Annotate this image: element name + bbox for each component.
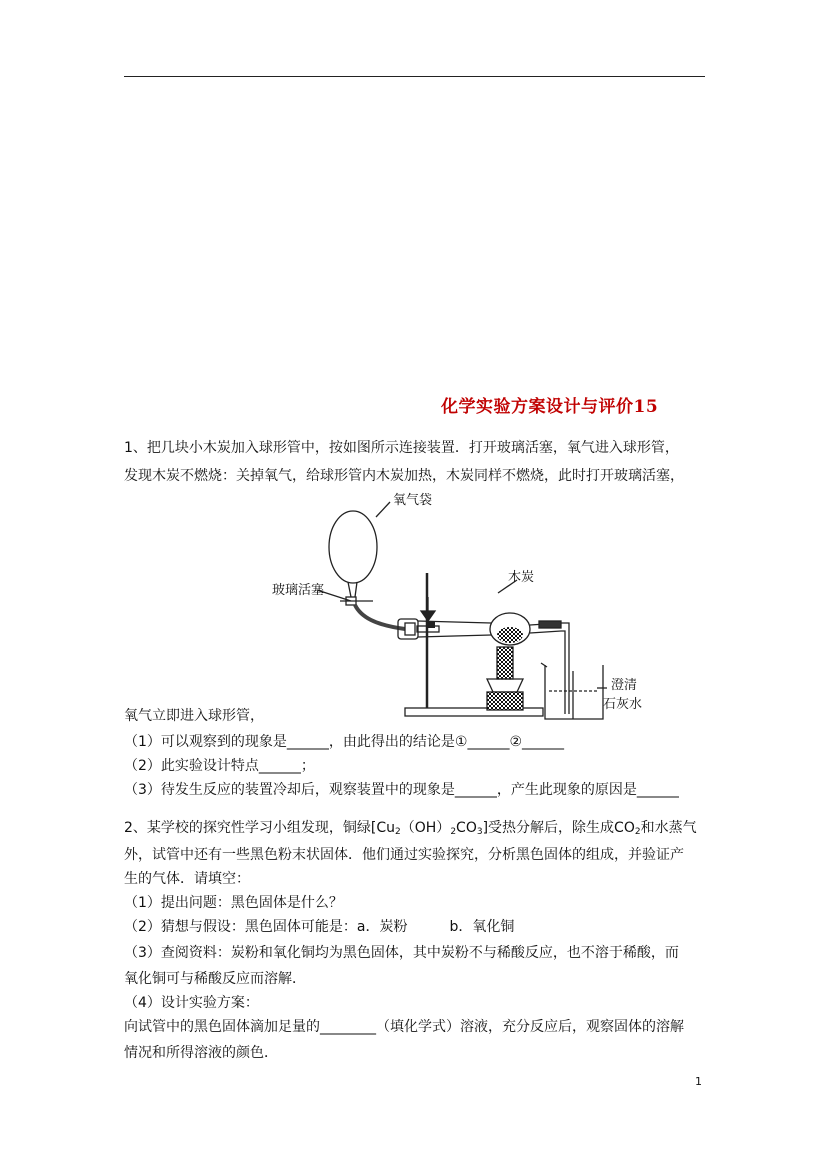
- oxygen-bag: [329, 511, 377, 583]
- bag-leader: [376, 502, 390, 517]
- burner-base: [487, 692, 523, 710]
- q1-line-4: （1）可以观察到的现象是______，由此得出的结论是①______②______: [124, 734, 565, 750]
- label-oxygen-bag: 氧气袋: [393, 493, 433, 508]
- burner-wick: [497, 647, 513, 679]
- page-title: 化学实验方案设计与评价15: [441, 397, 659, 417]
- q2-line-1: 2、某学校的探究性学习小组发现，铜绿$[Cu_2(OH)_2CO_3]$受热分解后，除生成$CO_2$和水蒸气: [124, 820, 697, 837]
- q1-line-6: （3）待发生反应的装置冷却后，观察装置中的现象是______，产生此现象的原因是______: [124, 782, 679, 798]
- q2-line-5: （2）猜想与假设：黑色固体可能是：a．炭粉 b．氧化铜: [124, 919, 515, 935]
- q1-line-2: 发现木炭不燃烧：关掉氧气，给球形管内木炭加热，木炭同样不燃烧，此时打开玻璃活塞，: [124, 468, 684, 484]
- q1-line-1: 1、把几块小木炭加入球形管中，按如图所示连接装置．打开玻璃活塞，氧气进入球形管，: [124, 440, 679, 456]
- q1-line-3: 氧气立即进入球形管，: [124, 708, 264, 724]
- q2-line-3: 生的气体．请填空：: [124, 871, 250, 887]
- q2-line-2: 外，试管中还有一些黑色粉末状固体．他们通过实验探究，分析黑色固体的组成，并验证产: [124, 847, 684, 863]
- q2-line-8: （4）设计实验方案：: [124, 995, 259, 1011]
- header-rule: [124, 76, 705, 77]
- label-charcoal: 木炭: [508, 570, 535, 585]
- label-limewater-2: 石灰水: [603, 697, 643, 712]
- q2-line-10: 情况和所得溶液的颜色．: [124, 1045, 278, 1061]
- label-limewater-1: 澄清: [611, 678, 638, 693]
- q2-line-6: （3）查阅资料：炭粉和氧化铜均为黑色固体，其中炭粉不与稀酸反应，也不溶于稀酸，而: [124, 945, 679, 961]
- q2-line-9: 向试管中的黑色固体滴加足量的________（填化学式）溶液，充分反应后，观察固体的溶解: [124, 1019, 684, 1035]
- charcoal-pieces: [497, 627, 523, 643]
- q2-line-4: （1）提出问题：黑色固体是什么？: [124, 895, 343, 911]
- q2-line-7: 氧化铜可与稀酸反应而溶解．: [124, 971, 306, 987]
- q1-line-5: （2）此实验设计特点______；: [124, 758, 315, 774]
- label-glass-valve: 玻璃活塞: [272, 583, 325, 598]
- page-number: 1: [695, 1075, 702, 1088]
- apparatus-diagram: [255, 487, 675, 722]
